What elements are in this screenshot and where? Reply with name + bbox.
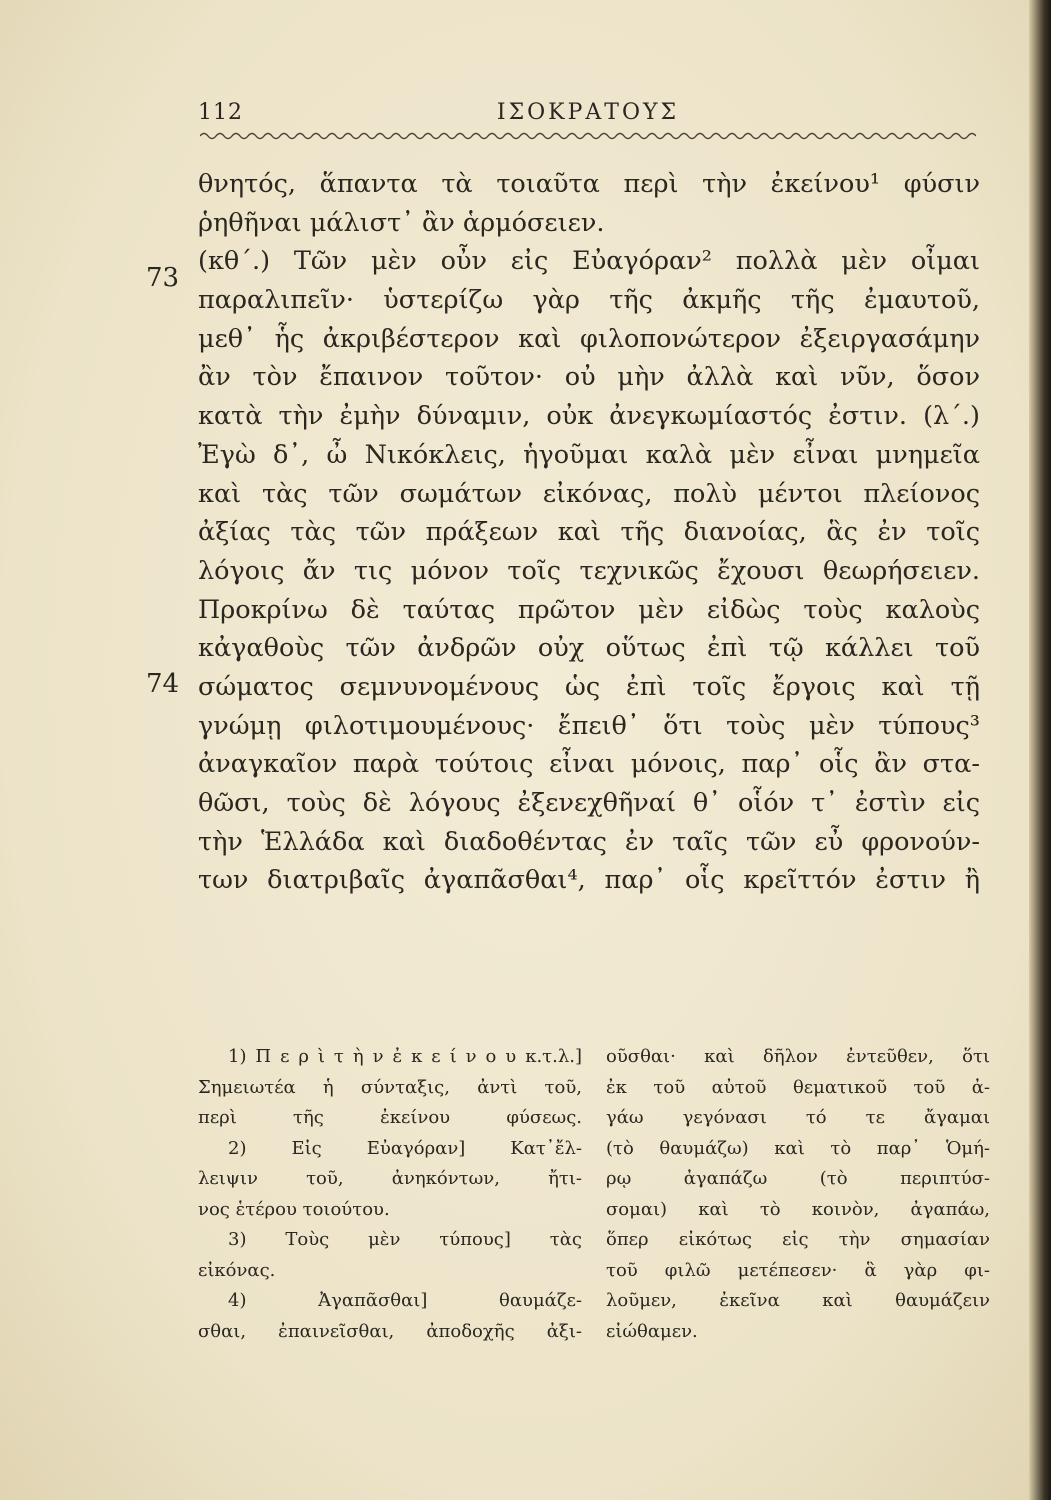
text-line: ἀξίας τὰς τῶν πράξεων καὶ τῆς διανοίας, ἃς ἐν τοῖς: [198, 517, 980, 548]
text-line: ῥηθῆναι μάλιστ᾽ ἂν ἁρμόσειεν.: [198, 207, 605, 238]
text-line: ἂν τὸν ἔπαινον τοῦτον· οὐ μὴν ἀλλὰ καὶ νῦν, ὅσον: [198, 362, 980, 393]
footnote-line: ρῳ ἀγαπάζω (τὸ περιπτύσ-: [606, 1168, 990, 1189]
text-line: μεθ᾽ ἧς ἀκριβέστερον καὶ φιλοπονώτερον ἐξειργασάμην: [198, 323, 980, 354]
main-text: [198, 165, 980, 900]
footnote-line: 4) Ἀγαπᾶσθαι] θαυμάζε-: [228, 1290, 582, 1311]
text-line: θνητός, ἅπαντα τὰ τοιαῦτα περὶ τὴν ἐκείνου¹ φύσιν: [198, 169, 980, 199]
page-number: 112: [198, 100, 243, 125]
footnote-line: λοῦμεν, ἐκεῖνα καὶ θαυμάζειν: [606, 1290, 990, 1311]
footnote-line: γάω γεγόνασι τό τε ἄγαμαι: [606, 1107, 990, 1128]
text-line: παραλιπεῖν· ὑστερίζω γὰρ τῆς ἀκμῆς τῆς ἐμαυτοῦ,: [198, 285, 980, 316]
text-line: λόγοις ἄν τις μόνον τοῖς τεχνικῶς ἔχουσι θεωρήσειεν.: [198, 555, 980, 586]
wavy-rule-divider: [200, 130, 976, 142]
text-line: ἀναγκαῖον παρὰ τούτοις εἶναι μόνοις, παρ᾽ οἷς ἂν στα-: [198, 749, 980, 780]
footnote-line: εἰώθαμεν.: [606, 1320, 698, 1342]
text-line: Προκρίνω δὲ ταύτας πρῶτον μὲν εἰδὼς τοὺς καλοὺς: [198, 594, 980, 625]
footnote-line: 2) Εἰς Εὐαγόραν] Κατ᾽ἔλ-: [228, 1137, 582, 1159]
text-line: Ἐγὼ δ᾽, ὦ Νικόκλεις, ἡγοῦμαι καλὰ μὲν εἶναι μνημεῖα: [198, 439, 980, 470]
section-number-74: 74: [146, 669, 180, 699]
footnote-line: νος ἑτέρου τοιούτου.: [198, 1198, 390, 1220]
footnote-line: τοῦ φιλῶ μετέπεσεν· ἃ γὰρ φι-: [606, 1259, 990, 1281]
section-number-73: 73: [146, 263, 180, 293]
text-line: γνώμῃ φιλοτιμουμένους· ἔπειθ᾽ ὅτι τοὺς μὲν τύπους³: [198, 710, 980, 741]
footnote-line: εἰκόνας.: [198, 1259, 276, 1281]
text-line: σώματος σεμνυνομένους ὡς ἐπὶ τοῖς ἔργοις καὶ τῇ: [198, 671, 980, 702]
footnote-line: σθαι, ἐπαινεῖσθαι, ἀποδοχῆς ἀξι-: [198, 1320, 582, 1342]
footnote-line: (τὸ θαυμάζω) καὶ τὸ παρ᾽ Ὁμή-: [606, 1137, 990, 1159]
footnote-line: περὶ τῆς ἐκείνου φύσεως.: [198, 1107, 582, 1128]
text-line: (κθ΄.) Τῶν μὲν οὖν εἰς Εὐαγόραν² πολλὰ μὲν οἶμαι: [198, 246, 980, 277]
footnote-line: ἐκ τοῦ αὐτοῦ θεματικοῦ τοῦ ἀ-: [606, 1076, 990, 1098]
footnote-line: 1) Π ε ρ ὶ τ ὴ ν ἐ κ ε ί ν ο υ κ.τ.λ.]: [228, 1046, 582, 1067]
footnote-line: Σημειωτέα ἡ σύνταξις, ἀντὶ τοῦ,: [198, 1076, 582, 1098]
page-binding-edge: [1029, 0, 1051, 1500]
text-line: θῶσι, τοὺς δὲ λόγους ἐξενεχθῆναί θ᾽ οἷόν τ᾽ ἐστὶν εἰς: [198, 788, 980, 818]
footnote-line: 3) Τοὺς μὲν τύπους] τὰς: [228, 1229, 582, 1250]
text-line: κατὰ τὴν ἐμὴν δύναμιν, οὐκ ἀνεγκωμίαστός ἐστιν. (λ΄.): [198, 401, 980, 432]
footnote-line: λειψιν τοῦ, ἀνηκόντων, ἤτι-: [198, 1168, 582, 1189]
footnotes-right-column: [606, 1042, 990, 1347]
text-line: των διατριβαῖς ἀγαπᾶσθαι⁴, παρ᾽ οἷς κρεῖττόν ἐστιν ἢ: [198, 865, 980, 896]
footnotes-left-column: [198, 1042, 582, 1347]
footnote-line: σομαι) καὶ τὸ κοινὸν, ἀγαπάω,: [606, 1198, 990, 1220]
text-line: τὴν Ἑλλάδα καὶ διαδοθέντας ἐν ταῖς τῶν εὖ φρονούν-: [198, 826, 980, 857]
footnote-line: οῦσθαι· καὶ δῆλον ἐντεῦθεν, ὅτι: [606, 1046, 990, 1067]
text-line: κἀγαθοὺς τῶν ἀνδρῶν οὐχ οὕτως ἐπὶ τῷ κάλλει τοῦ: [198, 633, 980, 664]
footnote-line: ὅπερ εἰκότως εἰς τὴν σημασίαν: [606, 1229, 990, 1250]
text-line: καὶ τὰς τῶν σωμάτων εἰκόνας, πολὺ μέντοι πλείονος: [198, 478, 980, 509]
running-title: ΙΣΟΚΡΑΤΟΥΣ: [496, 100, 680, 125]
page-header: [198, 100, 978, 130]
